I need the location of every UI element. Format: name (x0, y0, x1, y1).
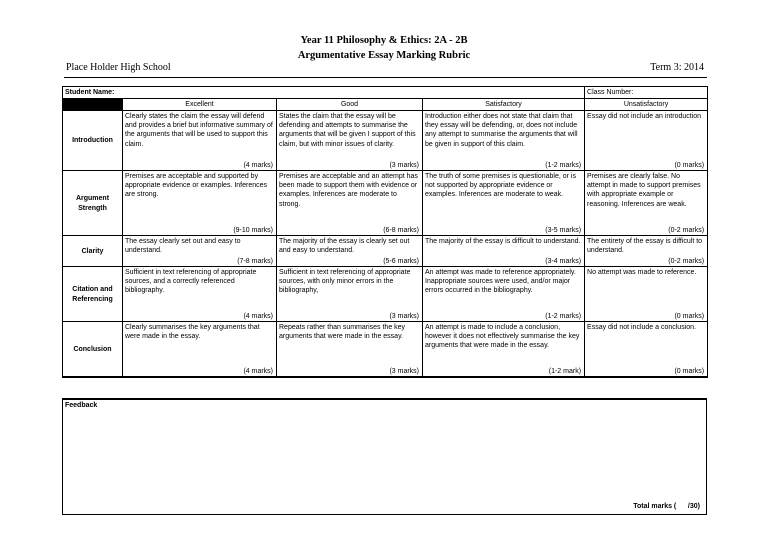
descriptor-text: Sufficient in text referencing of appropriate sources, and a correctly referenced bibliography. (125, 269, 257, 295)
marks-label: (4 marks) (243, 161, 273, 169)
rubric-cell (423, 322, 585, 378)
criterion-label: Clarity (63, 236, 123, 267)
criterion-label: Citation and Referencing (63, 267, 123, 322)
column-header-unsatisfactory: Unsatisfactory (585, 99, 708, 111)
marks-label: (6-8 marks) (383, 226, 419, 234)
marks-label: (1-2 marks) (545, 161, 582, 169)
marks-label: (3-4 marks) (545, 257, 582, 265)
descriptor-text: The entirety of the essay is difficult to understand. (587, 238, 703, 255)
school-name: Place Holder High School (66, 62, 171, 73)
descriptor-text: Clearly summarises the key arguments that were made in the essay. (125, 324, 260, 341)
column-header-excellent: Excellent (123, 99, 277, 111)
criterion-label: Introduction (63, 111, 123, 171)
rubric-row-clarity (63, 236, 708, 267)
rubric-cell (123, 171, 277, 236)
descriptor-text: The essay clearly set out and easy to understand. (125, 238, 241, 255)
rubric-row-introduction (63, 111, 708, 171)
rubric-cell (585, 322, 708, 378)
marks-label: (4 marks) (243, 312, 273, 320)
descriptor-text: An attempt was made to reference appropriately. Inappropriate sources were used, and/or major errors occurred in the bibliography. (425, 269, 576, 295)
marks-label: (0 marks) (674, 312, 705, 320)
rubric-cell (123, 267, 277, 322)
marks-label: (3-5 marks) (545, 226, 582, 234)
column-header-row (63, 99, 708, 111)
rubric-table (62, 86, 708, 378)
feedback-box (62, 398, 707, 515)
descriptor-text: Premises are clearly false. No attempt in made to support premises with appropriate example or reasoning. Inferences are weak. (587, 173, 701, 208)
rubric-cell (585, 171, 708, 236)
rubric-cell (277, 322, 423, 378)
rubric-cell (585, 267, 708, 322)
descriptor-text: Premises are acceptable and an attempt has been made to support them with evidence or examples. Inferences are moderate to strong. (279, 173, 418, 208)
marks-label: (5-6 marks) (383, 257, 419, 265)
rubric-cell (123, 322, 277, 378)
rubric-cell (277, 111, 423, 171)
descriptor-text: Repeats rather than summarises the key arguments that were made in the essay. (279, 324, 406, 341)
marks-label: (1-2 marks) (545, 312, 582, 320)
marks-label: (9-10 marks) (233, 226, 273, 234)
criterion-label: Argument Strength (63, 171, 123, 236)
descriptor-text: Clearly states the claim the essay will defend and provides a brief but informative summary of the arguments that will be used to support this claim. (125, 113, 273, 148)
term-label: Term 3: 2014 (650, 62, 704, 73)
marks-label: (4 marks) (243, 367, 273, 375)
column-header-good: Good (277, 99, 423, 111)
descriptor-text: Premises are acceptable and supported by appropriate evidence or examples. Inferences are strong. (125, 173, 268, 199)
rubric-cell (423, 171, 585, 236)
descriptor-text: Introduction either does not state that claim that they essay will be defending, or, does not include any attempt to summarise the arguments that will be given in support of this claim. (425, 113, 578, 148)
marks-label: (7-8 marks) (237, 257, 273, 265)
rubric-cell (423, 111, 585, 171)
rubric-cell (123, 236, 277, 267)
descriptor-text: States the claim that the essay will be defending and attempts to summarise the arguments that will be given I support of this claim, but with minor issues of clarity. (279, 113, 416, 148)
rubric-cell (277, 267, 423, 322)
rubric-cell (277, 236, 423, 267)
total-marks-label: Total marks ( /30) (633, 503, 700, 510)
rubric-cell (277, 171, 423, 236)
feedback-label: Feedback (65, 402, 98, 409)
descriptor-text: The truth of some premises is questionable, or is not supported by appropriate evidence or examples. Inferences are moderate to weak. (425, 173, 576, 199)
rubric-cell (585, 236, 708, 267)
descriptor-text: The majority of the essay is difficult to understand. (425, 238, 581, 245)
descriptor-text: No attempt was made to reference. (587, 269, 697, 276)
marks-label: (0 marks) (674, 161, 705, 169)
marks-label: (0-2 marks) (668, 226, 705, 234)
descriptor-text: Sufficient in text referencing of appropriate sources, with only minor errors in the bibliography, (279, 269, 411, 295)
document-subtitle: Argumentative Essay Marking Rubric (297, 50, 471, 61)
student-name-label: Student Name: (65, 89, 115, 96)
rubric-cell (585, 111, 708, 171)
class-number-label: Class Number: (587, 89, 634, 96)
marks-label: (0-2 marks) (668, 257, 705, 265)
rubric-cell (423, 267, 585, 322)
student-info-row (63, 87, 708, 99)
header-divider (64, 77, 707, 78)
document-title: Year 11 Philosophy & Ethics: 2A - 2B (300, 35, 468, 46)
marks-label: (0 marks) (674, 367, 705, 375)
header-corner (63, 99, 123, 111)
rubric-row-argument-strength (63, 171, 708, 236)
column-header-satisfactory: Satisfactory (423, 99, 585, 111)
rubric-row-conclusion (63, 322, 708, 378)
rubric-cell (423, 236, 585, 267)
descriptor-text: Essay did not include an introduction (587, 113, 702, 120)
rubric-cell (123, 111, 277, 171)
marks-label: (3 marks) (389, 312, 419, 320)
marks-label: (3 marks) (389, 367, 419, 375)
criterion-label: Conclusion (63, 322, 123, 378)
marks-label: (1-2 mark) (548, 367, 582, 375)
rubric-row-citation-referencing (63, 267, 708, 322)
descriptor-text: Essay did not include a conclusion. (587, 324, 696, 331)
descriptor-text: An attempt is made to include a conclusion, however it does not effectively summarise the key arguments that were made in the essay. (425, 324, 580, 350)
descriptor-text: The majority of the essay is clearly set out and easy to understand. (279, 238, 410, 255)
marks-label: (3 marks) (389, 161, 419, 169)
